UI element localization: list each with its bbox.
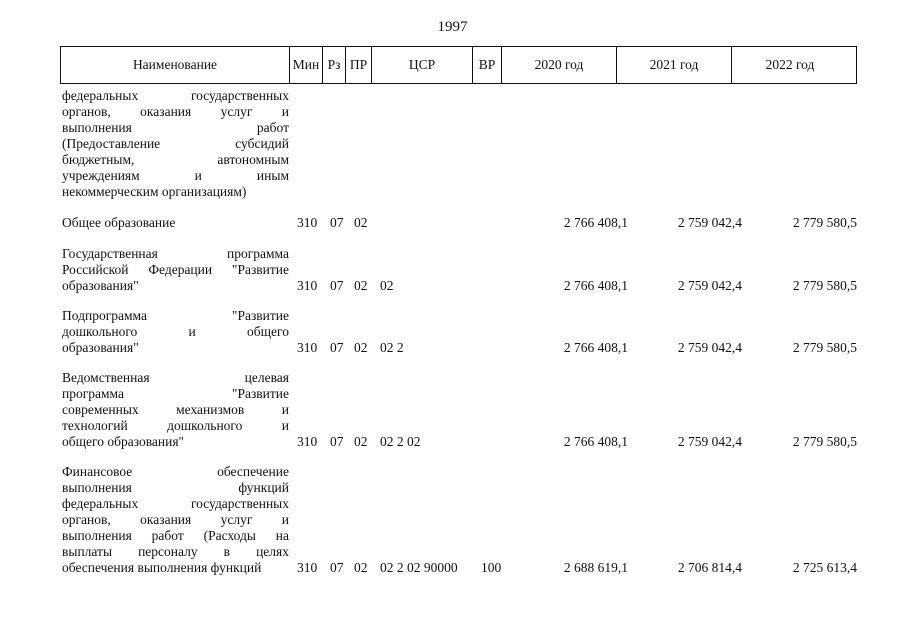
row-name-line: образования" — [62, 278, 139, 293]
cell-rz: 07 — [330, 215, 344, 230]
cell-min: 310 — [297, 278, 318, 293]
row-name-line: некоммерческим организациям) — [62, 184, 247, 199]
cell-min: 310 — [297, 434, 318, 449]
cell-pr: 02 — [354, 560, 368, 575]
header-csr: ЦСР — [372, 47, 473, 83]
row-name-line: Финансовое обеспечение — [62, 464, 289, 479]
cell-y2022: 2 779 580,5 — [792, 340, 857, 355]
cell-csr: 02 — [380, 278, 394, 293]
row-name-line: федеральных государственных — [62, 88, 289, 103]
cell-y2020: 2 766 408,1 — [563, 278, 628, 293]
header-2021: 2021 год — [617, 47, 732, 83]
row-name — [62, 370, 289, 450]
cell-y2020: 2 688 619,1 — [563, 560, 628, 575]
cell-y2021: 2 759 042,4 — [677, 340, 742, 355]
row-name-line: бюджетным, автономным — [62, 152, 289, 167]
header-vr: ВР — [473, 47, 502, 83]
row-name-line: дошкольного и общего — [62, 324, 289, 339]
cell-pr: 02 — [354, 434, 368, 449]
row-name-line: выполнения функций — [62, 480, 289, 495]
cell-rz: 07 — [330, 278, 344, 293]
row-name-line: (Предоставление субсидий — [62, 136, 289, 151]
cell-rz: 07 — [330, 560, 344, 575]
row-name-line: технологий дошкольного и — [62, 418, 289, 433]
cell-y2022: 2 779 580,5 — [792, 278, 857, 293]
cell-csr: 02 2 — [380, 340, 404, 355]
cell-y2021: 2 759 042,4 — [677, 434, 742, 449]
row-name — [62, 308, 289, 356]
row-name-line: федеральных государственных — [62, 496, 289, 511]
row-name-line: органов, оказания услуг и — [62, 104, 289, 119]
row-name — [62, 88, 289, 200]
header-name: Наименование — [61, 47, 290, 83]
row-name-line: обеспечения выполнения функций — [62, 560, 262, 575]
cell-y2020: 2 766 408,1 — [563, 434, 628, 449]
cell-pr: 02 — [354, 340, 368, 355]
cell-y2022: 2 779 580,5 — [792, 215, 857, 230]
cell-rz: 07 — [330, 434, 344, 449]
row-name — [62, 246, 289, 294]
table-header — [60, 46, 857, 84]
header-pr: ПР — [346, 47, 372, 83]
cell-csr: 02 2 02 — [380, 434, 421, 449]
cell-min: 310 — [297, 340, 318, 355]
row-name-line: Государственная программа — [62, 246, 289, 261]
cell-min: 310 — [297, 215, 318, 230]
header-min: Мин — [290, 47, 323, 83]
cell-vr: 100 — [481, 560, 502, 575]
row-name-line: Общее образование — [62, 215, 176, 230]
cell-y2022: 2 779 580,5 — [792, 434, 857, 449]
cell-y2020: 2 766 408,1 — [563, 340, 628, 355]
cell-y2021: 2 759 042,4 — [677, 278, 742, 293]
row-name-line: Российской Федерации "Развитие — [62, 262, 289, 277]
row-name-line: современных механизмов и — [62, 402, 289, 417]
row-name-line: образования" — [62, 340, 139, 355]
row-name-line: общего образования" — [62, 434, 185, 449]
cell-y2020: 2 766 408,1 — [563, 215, 628, 230]
cell-min: 310 — [297, 560, 318, 575]
row-name-line: выплаты персоналу в целях — [62, 544, 289, 559]
header-2022: 2022 год — [765, 57, 815, 72]
row-name-line: учреждениям и иным — [62, 168, 289, 183]
cell-csr: 02 2 02 90000 — [380, 560, 458, 575]
row-name-line: выполнения работ (Расходы на — [62, 528, 289, 543]
row-name-line: органов, оказания услуг и — [62, 512, 289, 527]
cell-y2022: 2 725 613,4 — [792, 560, 857, 575]
row-name-line: Подпрограмма "Развитие — [62, 308, 289, 323]
row-name — [62, 215, 289, 231]
page-number: 1997 — [437, 19, 468, 35]
cell-y2021: 2 706 814,4 — [677, 560, 742, 575]
row-name — [62, 464, 289, 576]
cell-pr: 02 — [354, 215, 368, 230]
row-name-line: выполнения работ — [62, 120, 289, 135]
header-rz: Рз — [323, 47, 346, 83]
row-name-line: программа "Развитие — [62, 386, 289, 401]
cell-rz: 07 — [330, 340, 344, 355]
row-name-line: Ведомственная целевая — [62, 370, 289, 385]
cell-y2021: 2 759 042,4 — [677, 215, 742, 230]
header-2020: 2020 год — [502, 47, 617, 83]
cell-pr: 02 — [354, 278, 368, 293]
